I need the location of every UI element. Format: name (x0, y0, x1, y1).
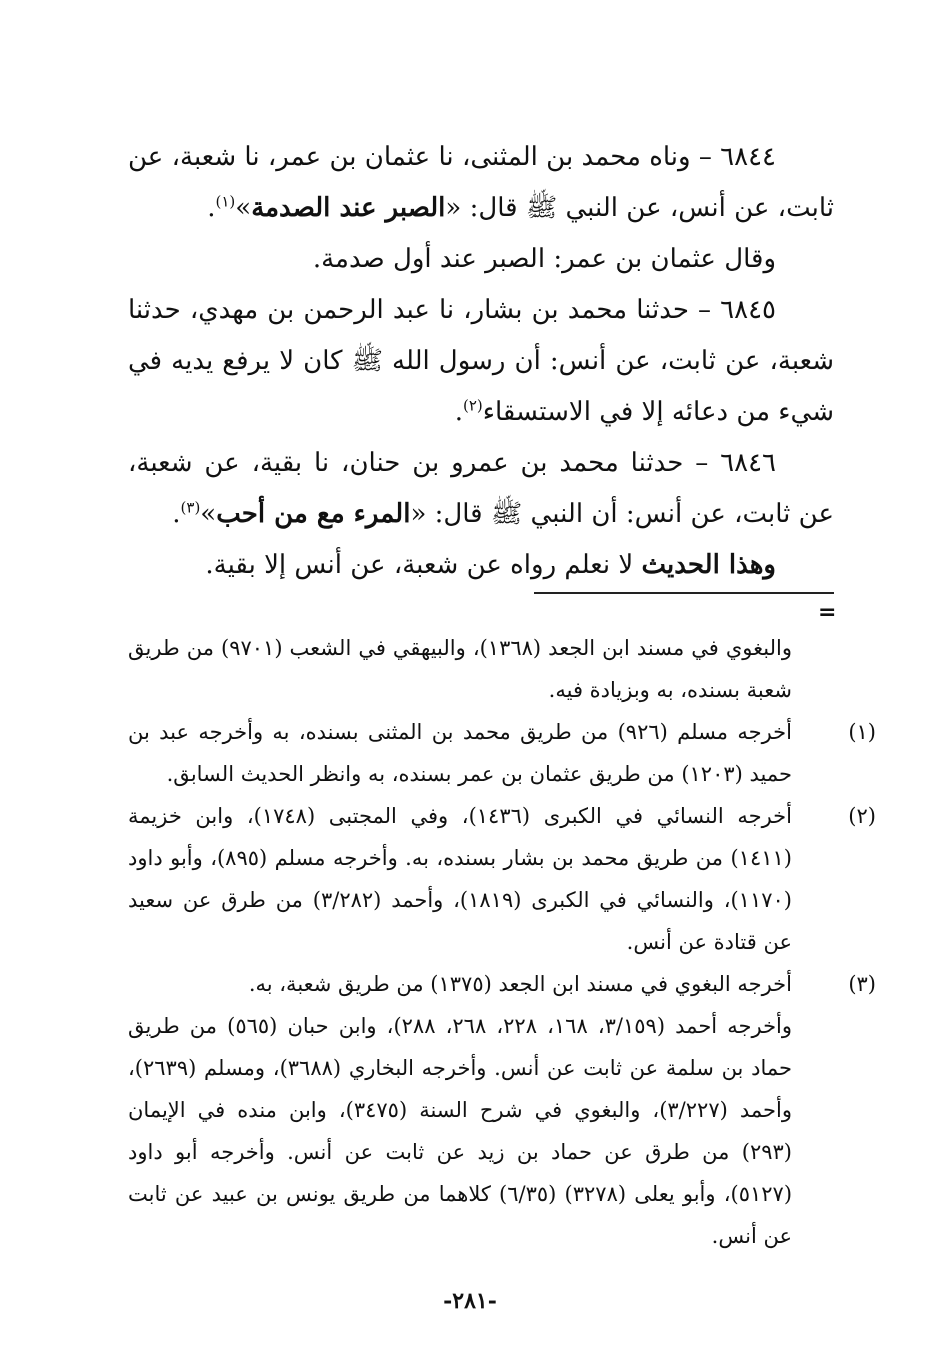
author-comment-lead: وهذا الحديث (641, 550, 776, 580)
footnote-1 (128, 711, 876, 795)
footnote-ref-3[interactable]: (٣) (180, 498, 201, 517)
hadith-6846-end: . (172, 499, 181, 529)
hadith-6846-matn: المرء مع من أحب (216, 499, 411, 529)
footnote-3-text: أخرجه البغوي في مسند ابن الجعد (١٣٧٥) من طريق شعبة، به. (248, 972, 792, 996)
footnote-1-number: (١) (848, 720, 876, 744)
footnote-separator (534, 592, 834, 594)
hadith-6845 (128, 285, 834, 438)
hadith-6846-close-quote: » (200, 499, 217, 529)
hadith-6844-end: . (207, 193, 216, 223)
page-number: -٢٨١- (443, 1288, 497, 1314)
footnote-continuation: والبغوي في مسند ابن الجعد (١٣٦٨)، والبيهقي في الشعب (٩٧٠١) من طريق شعبة بسنده، به وبزيادة فيه. (128, 636, 792, 702)
hadith-6844 (128, 132, 834, 234)
footnote-1-text: أخرجه مسلم (٩٢٦) من طريق محمد بن المثنى بسنده، به وأخرجه عبد بن حميد (١٢٠٣) من طريق عثمان بن عمر بسنده، به وانظر الحديث السابق. (128, 720, 792, 786)
qawl-uthman: وقال عثمان بن عمر: الصبر عند أول صدمة. (312, 244, 776, 274)
author-comment (128, 540, 834, 591)
footnote-3 (128, 963, 876, 1005)
footnote-2-number: (٢) (848, 804, 876, 828)
footnote-ref-2[interactable]: (٢) (462, 396, 483, 415)
footnote-2-text: أخرجه النسائي في الكبرى (١٤٣٦)، وفي المجتبى (١٧٤٨)، وابن خزيمة (١٤١١) من طريق محمد بن بشار بسنده، به. وأخرجه مسلم (٨٩٥)، وأبو داود (١١٧٠)، والنسائي في الكبرى (١٨١٩)، وأحمد (٣/٢٨٢) من طرق عن سعيد عن قتادة عن أنس. (128, 804, 792, 954)
footnotes (128, 627, 876, 1257)
hadith-6845-text: ٦٨٤٥ – حدثنا محمد بن بشار، نا عبد الرحمن بن مهدي، حدثنا شعبة، عن ثابت، عن أنس: أن رسول الله ﷺ كان لا يرفع يديه في شيء من دعائه إلا في الاستسقاء (128, 295, 834, 427)
footnote-2 (128, 795, 876, 963)
continuation-mark: = (818, 600, 837, 625)
hadith-6845-end: . (454, 397, 463, 427)
hadith-6844-close-quote: » (235, 193, 252, 223)
footnote-ref-1[interactable]: (١) (215, 192, 236, 211)
hadith-6846-text: ٦٨٤٦ – حدثنا محمد بن عمرو بن حنان، نا بقية، عن شعبة، عن ثابت، عن أنس: أن النبي ﷺ قال: « (128, 448, 834, 529)
hadith-6846 (128, 438, 834, 540)
footnote-3-number: (٣) (848, 972, 876, 996)
footnote-3-continuation: وأخرجه أحمد (٣/١٥٩، ١٦٨، ٢٢٨، ٢٦٨، ٢٨٨)، وابن حبان (٥٦٥) من طريق حماد بن سلمة عن ثابت عن أنس. وأخرجه البخاري (٣٦٨٨)، ومسلم (٢٦٣٩)، وأحمد (٣/٢٢٧)، والبغوي في شرح السنة (٣٤٧٥)، وابن منده في الإيمان (٢٩٣) من طرق عن حماد بن زيد عن ثابت عن أنس. وأخرجه أبو داود (٥١٢٧)، وأبو يعلى (٣٢٧٨) (٦/٣٥) كلاهما من طريق يونس بن عبيد عن ثابت عن أنس. (128, 1014, 793, 1248)
hadith-6844-text: ٦٨٤٤ – وناه محمد بن المثنى، نا عثمان بن عمر، نا شعبة، عن ثابت، عن أنس، عن النبي ﷺ قال: « (128, 142, 834, 223)
main-text (128, 132, 834, 591)
hadith-6844-matn: الصبر عند الصدمة (251, 193, 446, 223)
author-comment-rest: لا نعلم رواه عن شعبة، عن أنس إلا بقية. (205, 550, 642, 580)
